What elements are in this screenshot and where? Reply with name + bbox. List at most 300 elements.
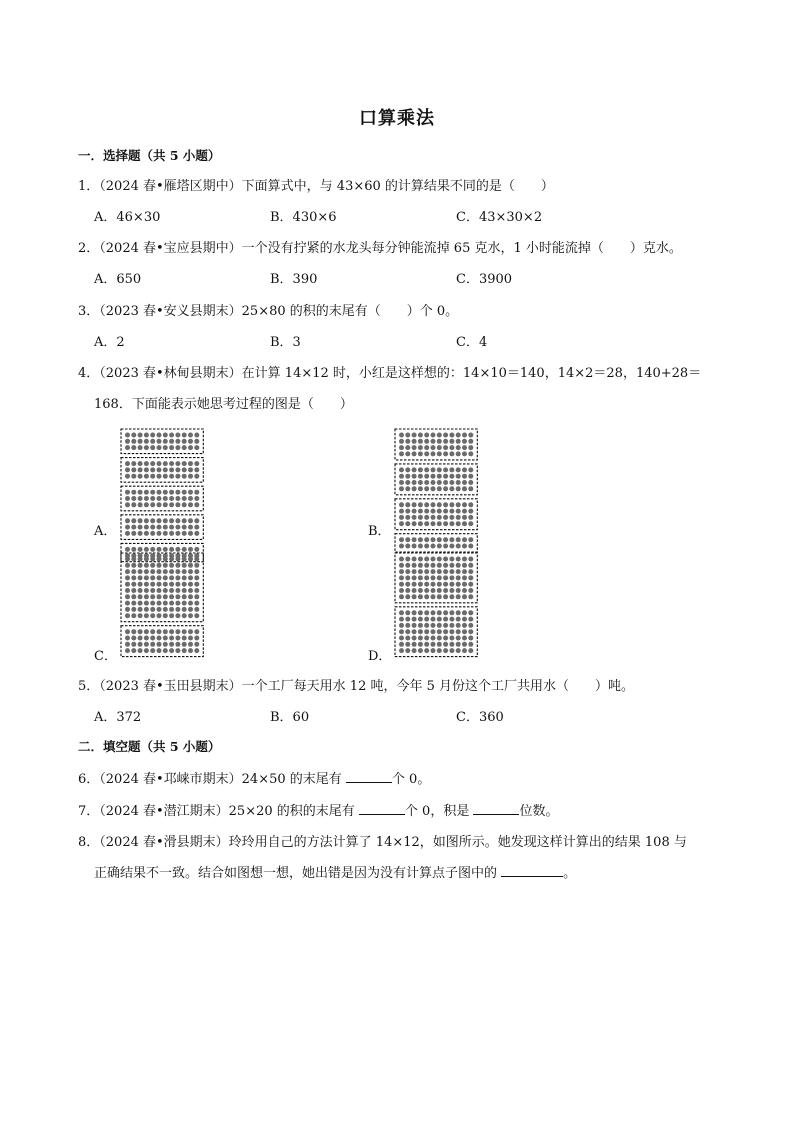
dot	[449, 445, 454, 450]
dot	[468, 467, 473, 472]
dot	[194, 518, 199, 523]
dot	[456, 610, 461, 615]
dot	[431, 623, 436, 628]
dot	[169, 474, 174, 479]
dot	[437, 617, 442, 622]
answer-blank-digits[interactable]	[473, 802, 519, 815]
dot	[424, 582, 429, 587]
dot	[468, 515, 473, 520]
dot	[431, 509, 436, 514]
dot	[418, 636, 423, 641]
dot	[437, 636, 442, 641]
dot	[125, 613, 130, 618]
dot	[462, 636, 467, 641]
dot	[405, 642, 410, 647]
dot	[462, 557, 467, 562]
q4-option-d[interactable]: D．	[368, 649, 392, 664]
dot	[169, 575, 174, 580]
dot	[456, 467, 461, 472]
dot	[418, 439, 423, 444]
dot	[182, 518, 187, 523]
dot	[431, 588, 436, 593]
dot	[131, 563, 136, 568]
dot	[182, 531, 187, 536]
dot	[194, 461, 199, 466]
dot	[456, 617, 461, 622]
dot	[144, 474, 149, 479]
dot	[188, 467, 193, 472]
q4-option-c[interactable]: C．	[94, 649, 117, 664]
dot	[443, 474, 448, 479]
dot	[157, 525, 162, 530]
dot	[175, 613, 180, 618]
dot	[399, 557, 404, 562]
dot-figure-c	[120, 552, 205, 661]
dot	[431, 575, 436, 580]
q1-option-a[interactable]: A．46×30	[94, 210, 161, 225]
dot	[431, 467, 436, 472]
dot	[443, 445, 448, 450]
dot	[125, 648, 130, 653]
dot	[194, 607, 199, 612]
dot	[468, 594, 473, 599]
question-text: （2023 春•玉田县期末）一个工厂每天用水 12 吨，今年 5 月份这个工厂共用水（ ）吨。	[99, 679, 635, 694]
dot	[188, 582, 193, 587]
dot	[169, 445, 174, 450]
dot	[418, 575, 423, 580]
dot	[144, 613, 149, 618]
q4-option-b[interactable]: B．	[368, 524, 391, 539]
dot	[188, 613, 193, 618]
dot	[431, 502, 436, 507]
dot	[405, 569, 410, 574]
q2-option-c[interactable]: C．3900	[456, 272, 513, 287]
dot	[443, 594, 448, 599]
dot	[418, 451, 423, 456]
dot	[169, 648, 174, 653]
dot	[418, 629, 423, 634]
dot	[418, 594, 423, 599]
dot	[194, 525, 199, 530]
dot	[437, 544, 442, 549]
dot	[437, 610, 442, 615]
dot	[169, 601, 174, 606]
dot	[449, 474, 454, 479]
dot	[157, 582, 162, 587]
q5-option-a[interactable]: A．372	[94, 710, 142, 725]
dot	[437, 575, 442, 580]
question-text: 正确结果不一致。结合如图想一想，她出错是因为没有计算点子图中的	[94, 866, 502, 881]
dot	[462, 588, 467, 593]
dot	[169, 588, 174, 593]
dot	[182, 642, 187, 647]
dot	[157, 496, 162, 501]
dot	[405, 594, 410, 599]
dot	[150, 518, 155, 523]
dot	[125, 467, 130, 472]
dot	[449, 594, 454, 599]
dot	[182, 613, 187, 618]
dot	[150, 594, 155, 599]
dot	[175, 467, 180, 472]
dot	[169, 563, 174, 568]
dot	[131, 588, 136, 593]
dot	[163, 474, 168, 479]
dot	[424, 629, 429, 634]
dot	[138, 594, 143, 599]
dot	[412, 569, 417, 574]
dot	[175, 563, 180, 568]
dot	[150, 607, 155, 612]
dot	[150, 467, 155, 472]
dot-figure-a	[120, 428, 205, 566]
dot	[405, 629, 410, 634]
dot	[405, 515, 410, 520]
dot	[125, 582, 130, 587]
dot	[175, 490, 180, 495]
dot	[443, 636, 448, 641]
dot	[169, 525, 174, 530]
dot	[175, 496, 180, 501]
dot	[412, 480, 417, 485]
dot	[194, 467, 199, 472]
dot	[468, 588, 473, 593]
question-text: （2024 春•雁塔区期中）下面算式中，与 43×60 的计算结果不同的是（ ）	[99, 179, 554, 194]
dot	[412, 509, 417, 514]
dot	[175, 575, 180, 580]
q1-option-b[interactable]: B．430×6	[270, 210, 337, 225]
dot	[443, 537, 448, 542]
dot	[399, 537, 404, 542]
dot	[131, 439, 136, 444]
dot	[405, 544, 410, 549]
dot	[125, 502, 130, 507]
dot	[138, 636, 143, 641]
dot	[405, 582, 410, 587]
dot	[405, 610, 410, 615]
question-number: 2．	[78, 241, 100, 256]
dot	[169, 629, 174, 634]
dot	[431, 544, 436, 549]
dot	[405, 648, 410, 653]
dot	[424, 509, 429, 514]
dot	[449, 582, 454, 587]
dot	[150, 531, 155, 536]
dot	[405, 636, 410, 641]
dot	[169, 531, 174, 536]
dot	[144, 607, 149, 612]
dot	[157, 613, 162, 618]
dot	[456, 563, 461, 568]
dot	[456, 537, 461, 542]
dot	[468, 439, 473, 444]
dot	[399, 617, 404, 622]
dot	[125, 636, 130, 641]
dot	[157, 594, 162, 599]
dot	[138, 461, 143, 466]
dot	[175, 439, 180, 444]
dot	[399, 610, 404, 615]
dot	[456, 521, 461, 526]
dot	[431, 642, 436, 647]
dot	[182, 433, 187, 438]
dot	[424, 588, 429, 593]
dot	[437, 515, 442, 520]
question-text: （2023 春•林甸县期末）在计算 14×12 时，小红是这样想的：14×10＝140，14×2＝28，140+28＝	[99, 366, 702, 381]
dot	[437, 480, 442, 485]
dot	[399, 642, 404, 647]
question-text: （2024 春•邛崃市期末）24×50 的末尾有	[99, 772, 346, 787]
dot	[437, 537, 442, 542]
dot	[131, 636, 136, 641]
dot	[131, 525, 136, 530]
dot	[138, 588, 143, 593]
dot	[456, 582, 461, 587]
dot-figure-d	[394, 552, 479, 661]
dot	[125, 518, 130, 523]
dot	[437, 588, 442, 593]
dot	[125, 588, 130, 593]
dot	[138, 582, 143, 587]
dot	[131, 467, 136, 472]
dot	[131, 607, 136, 612]
dot	[138, 445, 143, 450]
dot	[188, 445, 193, 450]
q2-option-b[interactable]: B．390	[270, 272, 318, 287]
dot	[163, 502, 168, 507]
dot	[138, 496, 143, 501]
dot	[144, 433, 149, 438]
dot	[169, 461, 174, 466]
dot	[175, 525, 180, 530]
dot	[125, 563, 130, 568]
dot	[431, 557, 436, 562]
question-4-continued: 168．下面能表示她思考过程的图是（ ）	[94, 397, 353, 412]
dot	[412, 451, 417, 456]
dot	[424, 544, 429, 549]
answer-blank[interactable]	[346, 770, 392, 783]
dot	[125, 601, 130, 606]
dot	[449, 557, 454, 562]
dot	[399, 433, 404, 438]
dot	[399, 623, 404, 628]
dot	[182, 525, 187, 530]
dot	[399, 521, 404, 526]
question-text: （2024 春•宝应县期中）一个没有拧紧的水龙头每分钟能流掉 65 克水，1 小时能流掉（ ）克水。	[99, 241, 682, 256]
dot	[138, 648, 143, 653]
dot	[418, 557, 423, 562]
dot	[188, 439, 193, 444]
dot	[150, 502, 155, 507]
dot	[157, 575, 162, 580]
dot	[144, 629, 149, 634]
dot	[138, 433, 143, 438]
dot	[194, 594, 199, 599]
q4-option-a[interactable]: A．	[94, 524, 117, 539]
dot	[144, 569, 149, 574]
dot	[468, 623, 473, 628]
dot	[468, 610, 473, 615]
dot	[424, 636, 429, 641]
dot	[424, 557, 429, 562]
dot	[437, 433, 442, 438]
dot	[456, 642, 461, 647]
dot	[456, 636, 461, 641]
dot	[182, 601, 187, 606]
dot	[418, 486, 423, 491]
dot	[188, 433, 193, 438]
dot	[194, 648, 199, 653]
dot	[125, 525, 130, 530]
dot	[182, 569, 187, 574]
q5-option-b[interactable]: B．60	[270, 710, 310, 725]
dot	[169, 582, 174, 587]
question-text-tail: 个 0。	[391, 772, 431, 787]
dot	[194, 439, 199, 444]
q2-option-a[interactable]: A．650	[94, 272, 142, 287]
dot	[157, 502, 162, 507]
dot	[131, 474, 136, 479]
dot	[138, 439, 143, 444]
dot	[144, 461, 149, 466]
dot-figure-b	[394, 428, 479, 556]
dot	[405, 557, 410, 562]
dot	[424, 563, 429, 568]
dot	[468, 575, 473, 580]
dot	[182, 594, 187, 599]
question-6	[78, 768, 430, 787]
dot	[412, 439, 417, 444]
dot	[194, 445, 199, 450]
dot	[163, 531, 168, 536]
dot	[412, 617, 417, 622]
dot	[188, 607, 193, 612]
dot	[468, 629, 473, 634]
dot	[462, 451, 467, 456]
dot	[175, 601, 180, 606]
page-title: 口算乘法	[359, 108, 435, 129]
dot	[188, 557, 193, 562]
answer-blank-zeros[interactable]	[359, 802, 405, 815]
dot	[443, 617, 448, 622]
dot	[431, 594, 436, 599]
dot	[462, 433, 467, 438]
dot	[462, 582, 467, 587]
dot	[449, 617, 454, 622]
q5-option-c[interactable]: C．360	[456, 710, 504, 725]
dot	[418, 433, 423, 438]
dot	[468, 642, 473, 647]
dot	[163, 490, 168, 495]
dot	[431, 439, 436, 444]
dot	[431, 451, 436, 456]
dot	[443, 563, 448, 568]
dot	[399, 636, 404, 641]
q1-option-c[interactable]: C．43×30×2	[456, 210, 543, 225]
dot	[456, 648, 461, 653]
dot	[437, 467, 442, 472]
dot	[150, 601, 155, 606]
dot	[462, 537, 467, 542]
dot	[125, 445, 130, 450]
dot	[175, 518, 180, 523]
dot	[405, 537, 410, 542]
q3-option-c[interactable]: C．4	[456, 335, 488, 350]
dot	[188, 461, 193, 466]
dot	[188, 575, 193, 580]
dot	[125, 642, 130, 647]
dot	[449, 521, 454, 526]
dot	[182, 445, 187, 450]
dot	[412, 537, 417, 542]
question-text: （2024 春•潜江期末）25×20 的积的末尾有	[99, 804, 359, 819]
dot	[424, 433, 429, 438]
dot	[399, 474, 404, 479]
dot	[412, 648, 417, 653]
q3-option-b[interactable]: B．3	[270, 335, 301, 350]
dot	[405, 480, 410, 485]
dot	[418, 502, 423, 507]
dot	[412, 515, 417, 520]
dot	[144, 518, 149, 523]
dot	[412, 563, 417, 568]
dot	[138, 474, 143, 479]
dot	[163, 594, 168, 599]
dot	[150, 613, 155, 618]
dot	[194, 433, 199, 438]
question-number: 6．	[78, 772, 100, 787]
dot	[163, 439, 168, 444]
dot	[456, 623, 461, 628]
dot	[424, 474, 429, 479]
answer-blank[interactable]	[501, 864, 563, 877]
dot	[456, 509, 461, 514]
dot	[175, 607, 180, 612]
question-4	[78, 362, 701, 381]
dot	[456, 439, 461, 444]
dot	[194, 636, 199, 641]
dot	[431, 610, 436, 615]
dot	[131, 601, 136, 606]
dot	[163, 642, 168, 647]
dot	[418, 521, 423, 526]
dot	[175, 636, 180, 641]
dot	[157, 439, 162, 444]
dot	[462, 474, 467, 479]
dot	[144, 575, 149, 580]
dot	[412, 486, 417, 491]
dot	[157, 569, 162, 574]
dot	[468, 617, 473, 622]
dot	[150, 642, 155, 647]
dot	[412, 594, 417, 599]
dot	[399, 502, 404, 507]
dot	[175, 461, 180, 466]
dot	[157, 474, 162, 479]
dot	[157, 563, 162, 568]
dot	[163, 525, 168, 530]
dot	[188, 629, 193, 634]
dot	[138, 525, 143, 530]
dot	[437, 629, 442, 634]
question-text-tail: 位数。	[519, 804, 559, 819]
dot	[468, 486, 473, 491]
dot	[462, 617, 467, 622]
q3-option-a[interactable]: A．2	[94, 335, 125, 350]
dot	[456, 486, 461, 491]
dot	[175, 582, 180, 587]
question-number: 8．	[78, 835, 100, 850]
